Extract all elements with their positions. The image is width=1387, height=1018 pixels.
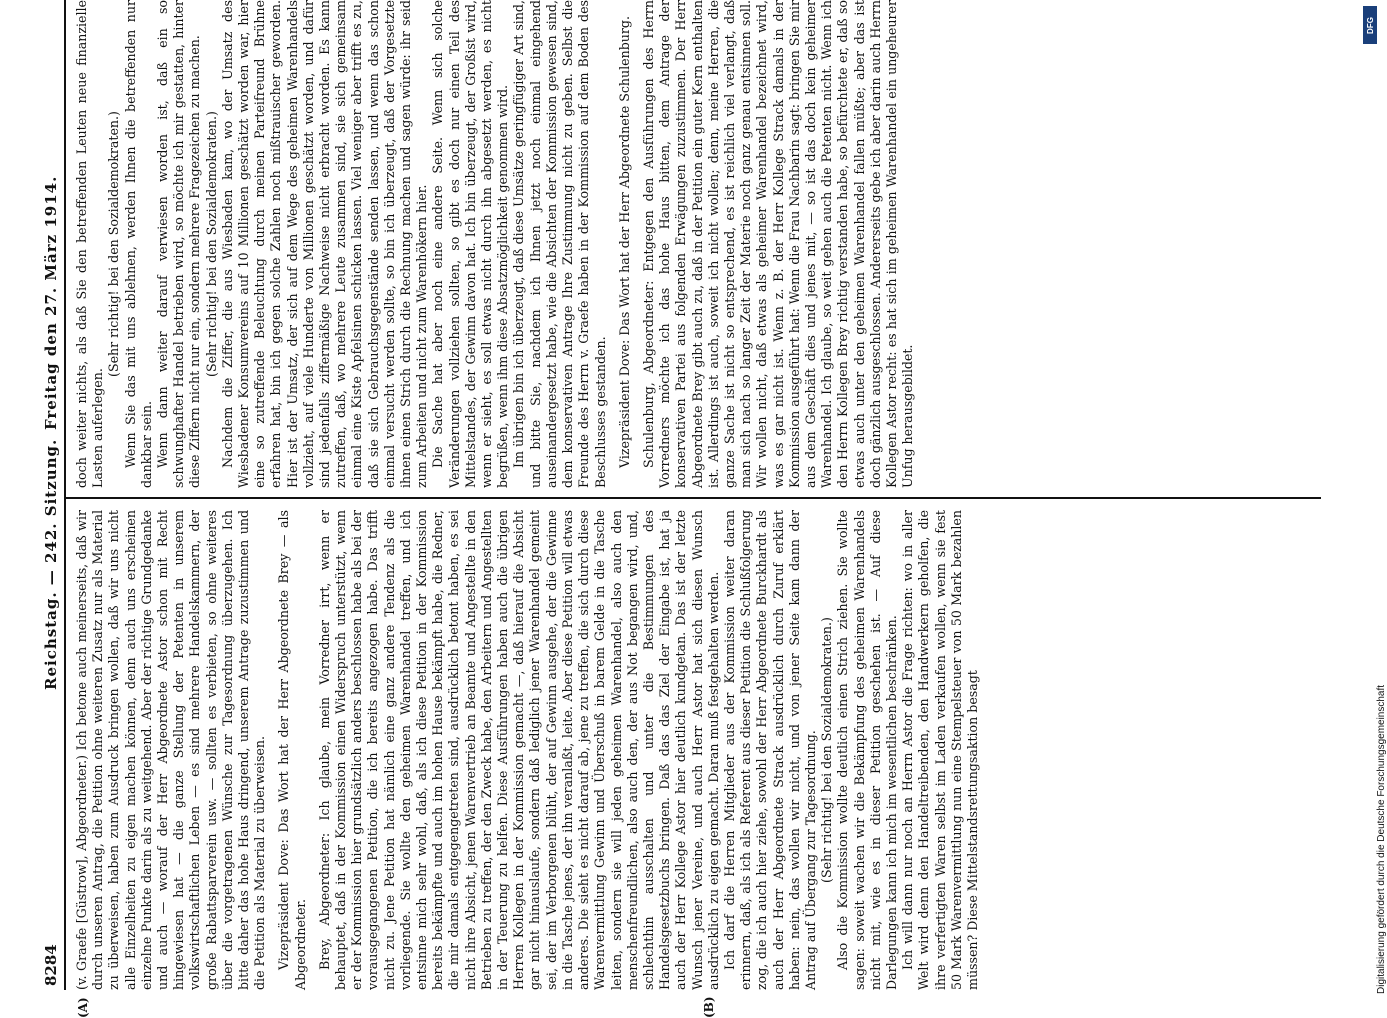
header-title: Reichstag. — 242. Sitzung. (42, 439, 60, 690)
paragraph: (v. Graefe [Güstrow], Abgeordneter.) Ich betone auch meinerseits, daß wir durch unseren Antrag, die Petition ohne weiteren Zusatz nur als Material zu überweisen, haben zum Ausdruck bringen wollen, daß wir uns nicht alle Einzelheiten zu eigen machen können, denn auch uns erscheinen einzelne Punkte darin als zu weitgehend. Aber der richtige Grundgedanke und auch — worauf der Herr Abgeordnete Astor schon mit Recht hingewiesen hat — die ganze Stellung der Petenten in unserem volkswirtschaftlichen Leben — es sind mehrere Handelskammern, der große Rabattsparverein usw. — sollten es verbieten, so ohne weiteres über die vorgetragenen Wünsche zur Tagesordnung überzugehen. Ich bitte daher das hohe Haus dringend, unserem Antrage zuzustimmen und die Petition als Material zu überweisen. (74, 510, 268, 990)
left-column (74, 510, 1324, 990)
digitization-credit: Digitalisierung gefördert durch die Deutsche Forschungsgemeinschaft (1376, 685, 1387, 994)
right-column (74, 0, 1324, 488)
header-rule (64, 0, 66, 990)
paragraph: Schulenburg, Abgeordneter: Entgegen den Ausführungen des Herrn Vorredners möchte ich das hohe Haus bitten, dem Antrage der konservativen Partei aus folgenden Erwägungen zuzustimmen. Der Herr Abgeordnete Brey gibt auch zu, daß in der Petition ein guter Kern enthalten ist. Allerdings ist auch, soweit ich nicht wollen; denn, meine Herren, die ganze Sache ist nicht so entsprechend, es ist reichlich viel verlangt, daß man sich nach so langer Zeit der Materie noch ganz genau entsinnen soll. Wir wollen nicht, daß etwas als geheimer Warenhandel bezeichnet wird, was es gar nicht ist. Wenn z. B. der Herr Kollege Strack damals in der Kommission ausgeführt hat: Wenn die Frau Nachbarin sagt: bringen Sie mir aus dem Geschäft dies und jenes mit, — so ist das doch kein geheimer Warenhandel. Ich glaube, so weit gehen auch die Petenten nicht. Wenn ich den Herrn Kollegen Brey richtig verstanden habe, so befürchtete er, daß so etwas auch unter den geheimen Warenhandel fallen müßte; aber das ist doch gänzlich ausgeschlossen. Andererseits gebe ich aber darin auch Herrn Kollegen Astor recht: es hat sich im geheimen Warenhandel ein ungeheurer Unfug herausgebildet. (641, 0, 916, 488)
paragraph: Brey, Abgeordneter: Ich glaube, mein Vorredner irrt, wenn er behauptet, daß in der Kommission einen Widerspruch unterstützt, wenn er der Kommission hier grundsätzlich anders beschlossen habe als bei der vorausgegangenen Petition, die ich bereits angezogen habe. Das trifft nicht zu. Jene Petition hat nämlich eine ganz andere Tendenz als die vorliegende. Sie wollte den geheimen Warenhandel treffen, und ich entsinne mich sehr wohl, daß, als ich diese Petition in der Kommission bereits bekämpfte und auch im hohen Hause bekämpft habe, die Redner, die mir damals entgegengetreten sind, ausdrücklich betont haben, es sei nicht ihre Absicht, jenen Warenvertrieb an Beamte und Angestellte in den Betrieben zu treffen, der den Zweck habe, den Arbeitern und Angestellten in der Teuerung zu helfen. Diese Ausführungen haben auch die übrigen Herren Kollegen in der Kommission gemacht —, daß hierauf die Absicht gar nicht hinauslaufe, sondern daß lediglich jener Warenhandel gemeint sei, der im Verborgenen blüht, der auf Gewinn ausgehe, der die Gewinne in die Tasche jenes, der ihn veranlaßt, leite. Aber diese Petition will etwas anderes. Die sieht es nicht darauf ab, jene zu treffen, die sich durch diese Warenvermittlung Gewinn und Überschuß in barem Gelde in die Tasche leiten, sondern sie will jeden geheimen Warenhandel, also auch den menschenfreundlichen, also auch den, der aus Not begangen wird, und, schlechthin ausschalten und unter die Bestimmungen des Handelsgesetzbuchs bringen. Daß das das Ziel der Eingabe ist, hat ja auch der Herr Kollege Astor hier deutlich kundgetan. Das ist der letzte Wunsch jener Vereine, und auch Herr Astor hat sich diesen Wunsch ausdrücklich zu eigen gemacht. Daran muß festgehalten werden. (317, 510, 722, 990)
page-header (42, 0, 62, 990)
page-number: 8284 (42, 944, 60, 986)
paragraph: Im übrigen bin ich überzeugt, daß diese Umsätze geringfügiger Art sind, und bitte Sie, nachdem ich Ihnen jetzt noch einmal eingehend auseinandergesetzt habe, wie die Absichten der Kommission gewesen sind, dem konservativen Antrage Ihre Zustimmung nicht zu geben. Selbst die Freunde des Herrn v. Graefe haben in der Kommission auf dem Boden des Beschlusses gestanden. (511, 0, 608, 488)
paragraph: Wenn dann weiter darauf verwiesen worden ist, daß ein so schwunghafter Handel betrieben wird, so möchte ich mir gestatten, hinter diese Ziffern nicht nur ein, sondern mehrere Fragezeichen zu machen. (155, 0, 204, 488)
column-separator (66, 497, 1321, 499)
margin-marker-b: (B) (702, 997, 716, 1018)
interjection: (Sehr richtig! bei den Sozialdemokraten.) (204, 0, 220, 488)
interjection: (Sehr richtig! bei den Sozialdemokraten.) (819, 510, 835, 990)
paragraph: Nachdem die Ziffer, die aus Wiesbaden kam, wo der Umsatz des Wiesbadener Konsumvereins auf 10 Millionen geschätzt worden war, hier eine so zutreffende Beleuchtung durch meinen Parteifreund Brühne erfahren hat, bin ich gegen solche Zahlen noch mißtrauischer geworden. Hier ist der Umsatz, der sich auf dem Wege des geheimen Warenhandels vollzieht, auf viele Hunderte von Millionen geschätzt worden, und dafür sind jedenfalls ziffermäßige Nachweise nicht erbracht worden. Es kann zutreffen, daß, wo mehrere Leute zusammen sind, sie sich gemeinsam einmal eine Kiste Apfelsinen schicken lassen. Viel weniger aber trifft es zu, daß sie sich Gebrauchsgegenstände senden lassen, und wenn das schon einmal versucht werden sollte, so bin ich überzeugt, daß der Vorgesetzte ihnen einen Strich durch die Rechnung machen und sagen würde: ihr seid zum Arbeiten und nicht zum Warenhökern hier. (220, 0, 431, 488)
paragraph: Die Sache hat aber noch eine andere Seite. Wenn sich solche Veränderungen vollziehen sollten, so gibt es doch nur einen Teil des Mittelstandes, der Gewinn davon hat. Ich bin überzeugt, der Großist wird, wenn er sieht, es soll etwas nicht durch ihn abgesetzt werden, es nicht begrüßen, wenn ihm diese Absatzmöglichkeit genommen wird. (430, 0, 511, 488)
paragraph: Wenn Sie das mit uns ablehnen, werden Ihnen die betreffenden nur dankbar sein. (123, 0, 155, 488)
margin-marker-a: (A) (76, 997, 90, 1018)
dfg-logo: DFG (1363, 6, 1377, 44)
paragraph: Also die Kommission wollte deutlich einen Strich ziehen. Sie wollte sagen: soweit wachen wir die Bekämpfung des geheimen Warenhandels nicht mit, wie es in dieser Petition geschehen ist. — Auf diese Darlegungen kann ich mich im wesentlichen beschränken. (835, 510, 900, 990)
paragraph: Ich will dann nur noch an Herrn Astor die Frage richten: wo in aller Welt wird denn den Handeltreibenden, den Handwerkern geholfen, die ihre verfertigten Waren selbst im Laden verkaufen wollen, wenn sie fest 50 Mark Warenvermittlung nun eine Stempelsteuer von 50 Mark bezahlen müssen? Diese Mittelstandsrettungsaktion besagt (900, 510, 981, 990)
paragraph: Ich darf die Herren Mitglieder aus der Kommission weiter daran erinnern, daß, als ich als Referent aus dieser Petition die Schlußfolgerung zog, die ich auch hier ziehe, sowohl der Herr Abgeordnete Burckhardt als auch der Herr Abgeordnete Strack ausdrücklich durch Zuruf erklärt haben: nein, das wollen wir nicht, und von jener Seite kam dann der Antrag auf Übergang zur Tagesordnung. (722, 510, 819, 990)
paragraph: Vizepräsident Dove: Das Wort hat der Herr Abgeordnete Schulenburg. (617, 0, 633, 488)
interjection: (Sehr richtig! bei den Sozialdemokraten.) (106, 0, 122, 488)
header-date: Freitag den 27. März 1914. (42, 176, 60, 430)
paragraph: doch weiter nichts, als daß Sie den betreffenden Leuten neue finanzielle Lasten auferlegen. (74, 0, 106, 488)
paragraph: Vizepräsident Dove: Das Wort hat der Herr Abgeordnete Brey — als Abgeordneter. (276, 510, 308, 990)
document-page (42, 0, 1325, 990)
